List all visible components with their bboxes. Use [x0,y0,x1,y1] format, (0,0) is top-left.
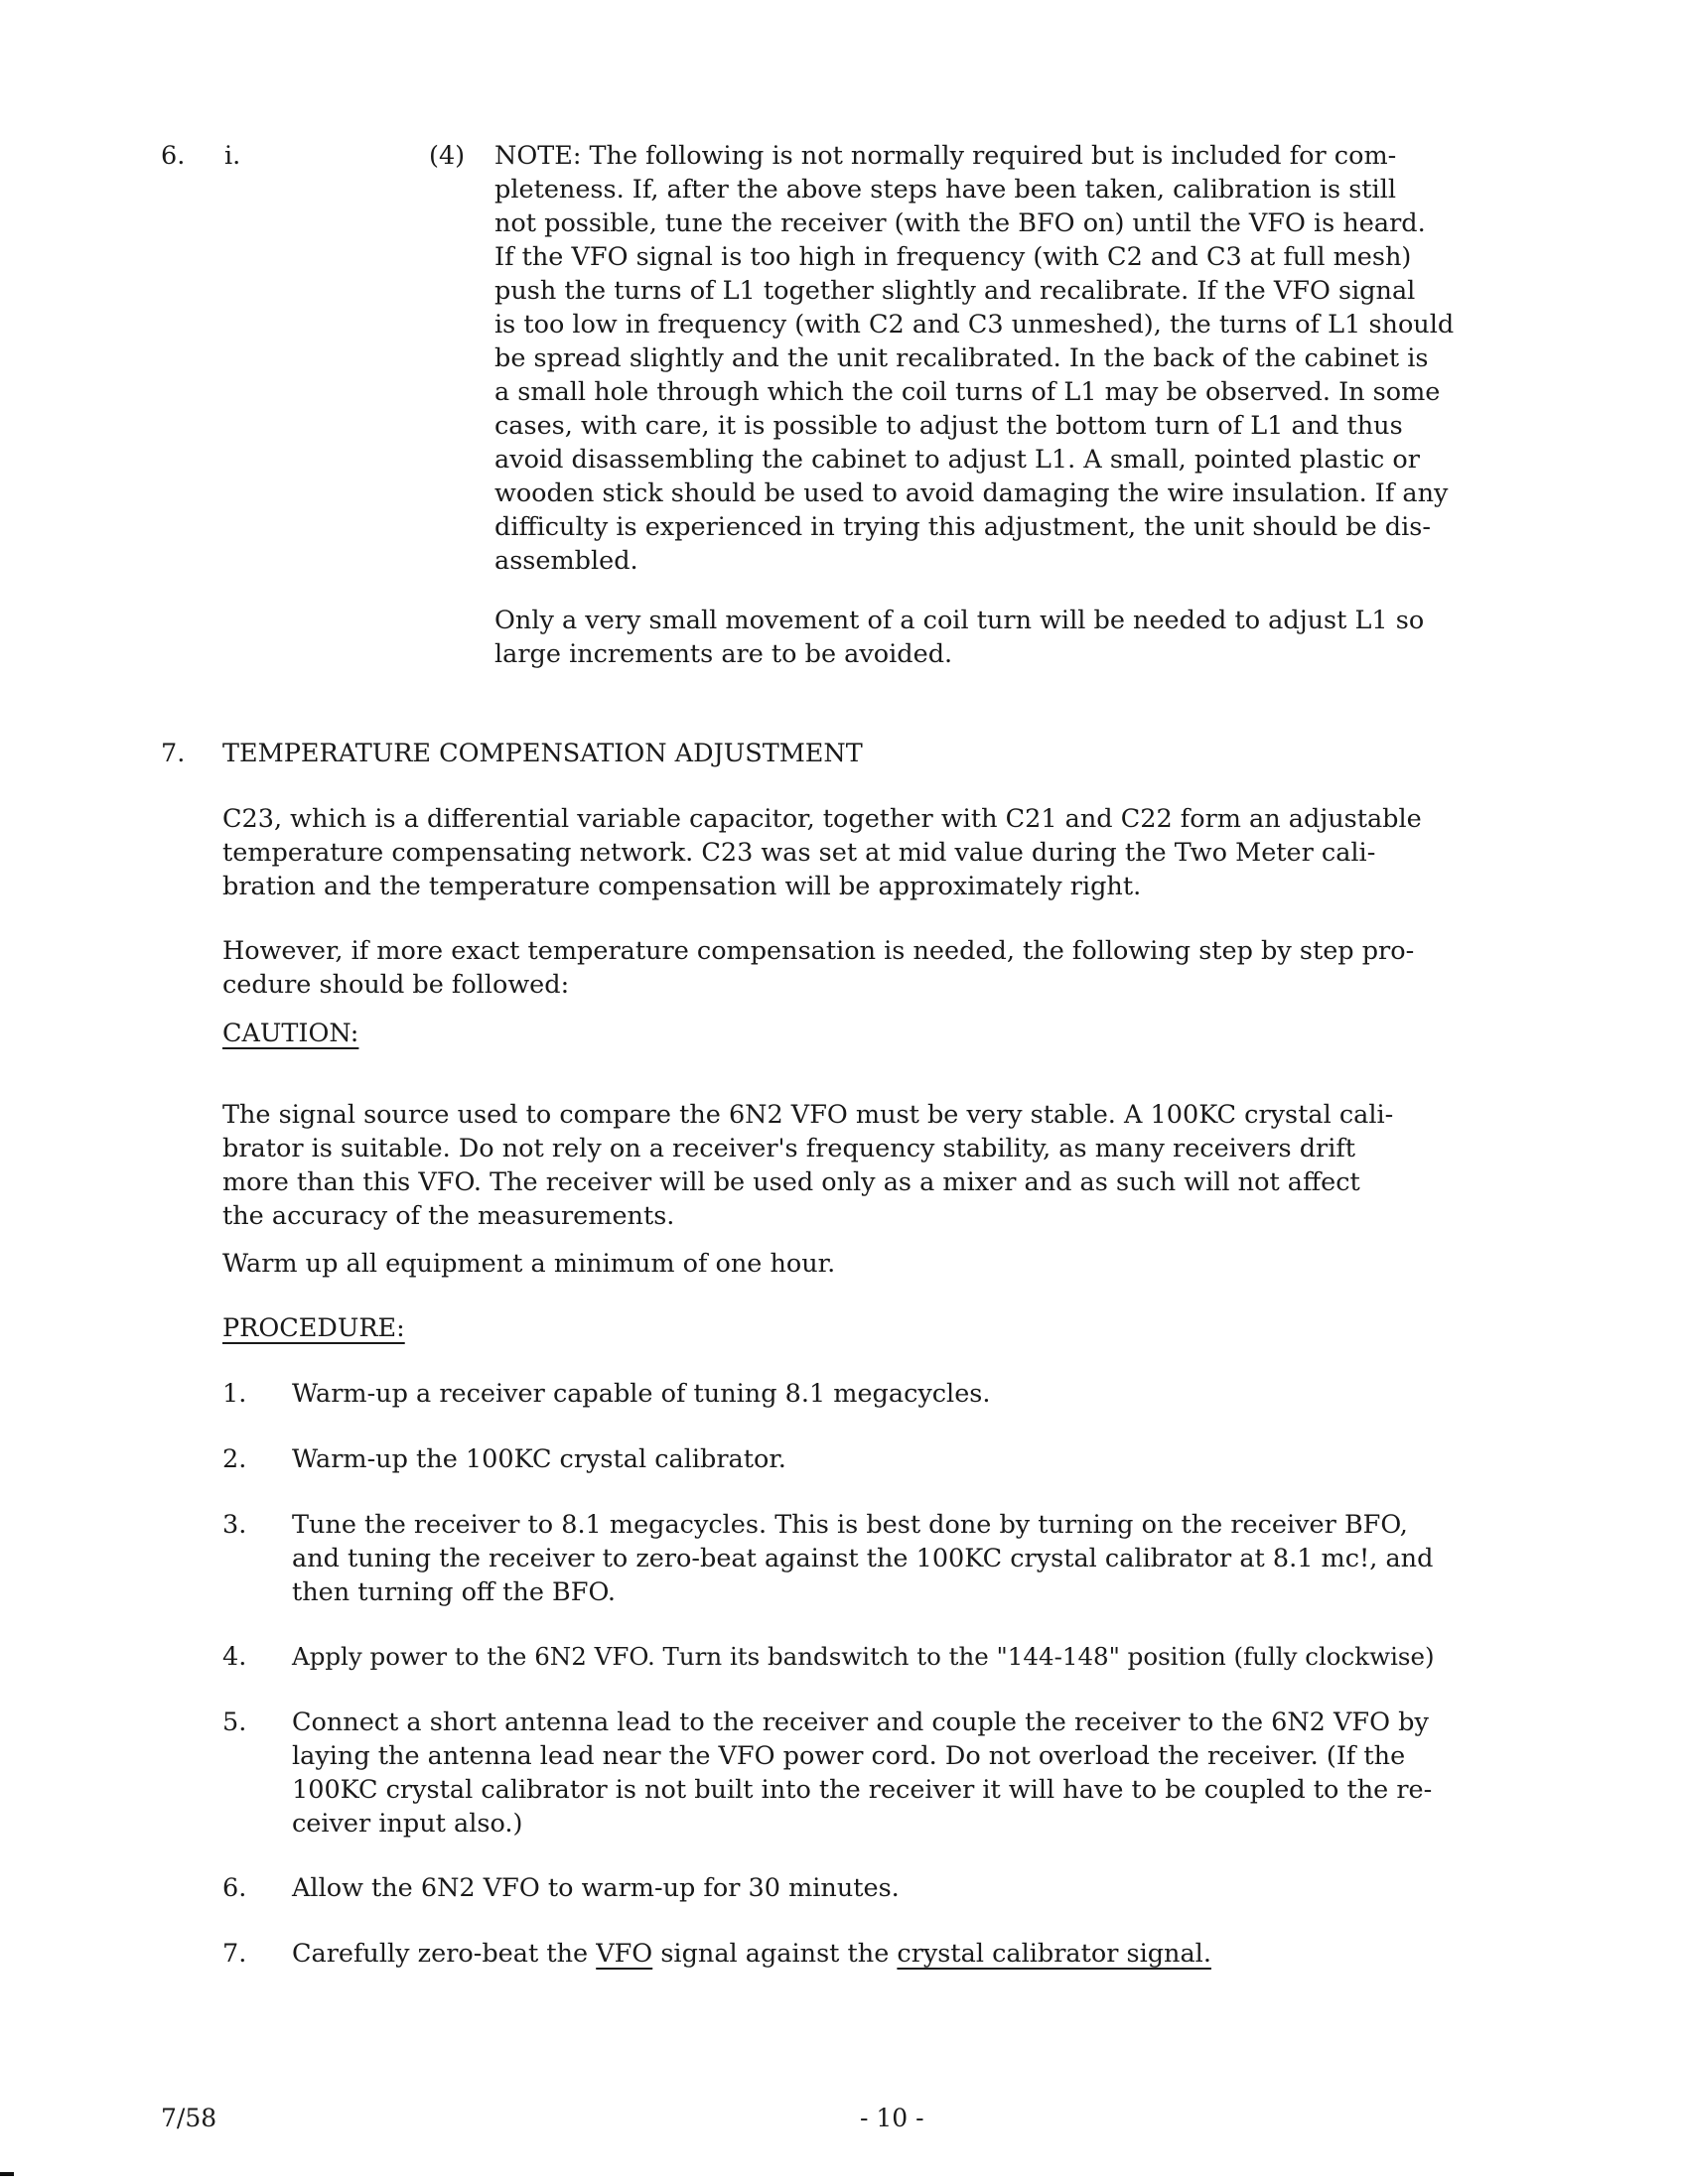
caution-line: The signal source used to compare the 6N2 VFO must be very stable. A 100KC crystal cali- [222,1100,1394,1130]
note-line: be spread slightly and the unit recalibrated. In the back of the cabinet is [494,343,1429,373]
step-line: 100KC crystal calibrator is not built into the receiver it will have to be coupled to the re- [292,1775,1433,1805]
step-number: 1. [222,1379,247,1409]
note-line: NOTE: The following is not normally required but is included for com- [494,141,1397,171]
step-line: Tune the receiver to 8.1 megacycles. This is best done by turning on the receiver BFO, [292,1510,1408,1540]
note-line: assembled. [494,546,638,576]
caution-line: more than this VFO. The receiver will be used only as a mixer and as such will not affect [222,1167,1360,1197]
step-line: then turning off the BFO. [292,1577,616,1607]
scan-edge-mark [0,2172,14,2176]
note-line: If the VFO signal is too high in frequency (with C2 and C3 at full mesh) [494,242,1412,272]
step-number: 7. [222,1939,247,1969]
step-number: (4) [429,141,466,171]
section-7-number: 7. [161,739,186,768]
section-7-title: TEMPERATURE COMPENSATION ADJUSTMENT [222,739,863,768]
note-line: difficulty is experienced in trying this adjustment, the unit should be dis- [494,512,1431,542]
note-line: is too low in frequency (with C2 and C3 unmeshed), the turns of L1 should [494,310,1455,340]
note-line: cases, with care, it is possible to adjust the bottom turn of L1 and thus [494,411,1403,441]
note-line: wooden stick should be used to avoid damaging the wire insulation. If any [494,478,1449,508]
caution-line: brator is suitable. Do not rely on a receiver's frequency stability, as many receivers drift [222,1134,1356,1163]
step-line: and tuning the receiver to zero-beat against the 100KC crystal calibrator at 8.1 mc!, and [292,1544,1434,1573]
step-line: Apply power to the 6N2 VFO. Turn its bandswitch to the "144-148" position (fully clockwise) [292,1642,1435,1671]
note-line: avoid disassembling the cabinet to adjust L1. A small, pointed plastic or [494,445,1420,475]
step-number: 6. [222,1873,247,1903]
step-line [292,1937,1211,1971]
para-line: cedure should be followed: [222,970,570,1000]
step-line: Warm-up the 100KC crystal calibrator. [292,1444,786,1474]
step-line: ceiver input also.) [292,1809,523,1839]
caution-heading: CAUTION: [222,1019,359,1048]
step-number: 3. [222,1510,247,1540]
step-line: Warm-up a receiver capable of tuning 8.1 megacycles. [292,1379,991,1409]
section-number: 6. [161,141,186,171]
note-line: push the turns of L1 together slightly and recalibrate. If the VFO signal [494,276,1416,306]
caution-paragraph [222,1098,1393,1233]
footer-page-number: - 10 - [860,2104,924,2132]
para-line: However, if more exact temperature compensation is needed, the following step by step pro- [222,936,1415,966]
procedure-heading: PROCEDURE: [222,1313,405,1343]
footer-date: 7/58 [161,2104,217,2132]
step-line: laying the antenna lead near the VFO power cord. Do not overload the receiver. (If the [292,1741,1406,1771]
note-paragraph [494,139,1454,578]
note-line: pleteness. If, after the above steps have been taken, calibration is still [494,175,1397,205]
note-line: not possible, tune the receiver (with the BFO on) until the VFO is heard. [494,208,1426,238]
para-line: bration and the temperature compensation will be approximately right. [222,872,1142,901]
step-number: 2. [222,1444,247,1474]
step-7-vfo: VFO [596,1939,653,1969]
step-7-mid: signal against the [652,1939,898,1969]
step-line: Connect a short antenna lead to the receiver and couple the receiver to the 6N2 VFO by [292,1707,1429,1737]
caution-line: the accuracy of the measurements. [222,1201,675,1231]
subsection-letter: i. [224,141,241,171]
movement-paragraph [494,604,1424,671]
step-7-prefix: Carefully zero-beat the [292,1939,597,1969]
note-line: a small hole through which the coil turns of L1 may be observed. In some [494,377,1441,407]
movement-line: Only a very small movement of a coil turn will be needed to adjust L1 so [494,606,1425,635]
para-line: temperature compensating network. C23 was set at mid value during the Two Meter cali- [222,838,1376,868]
warmup-note: Warm up all equipment a minimum of one hour. [222,1249,836,1279]
movement-line: large increments are to be avoided. [494,639,953,669]
section-7-paragraph-2 [222,934,1414,1002]
section-7-paragraph-1 [222,802,1422,903]
step-number: 4. [222,1642,247,1672]
step-number: 5. [222,1707,247,1737]
step-7-calibrator: crystal calibrator signal. [897,1939,1211,1969]
step-line: Allow the 6N2 VFO to warm-up for 30 minutes. [292,1873,900,1903]
para-line: C23, which is a differential variable capacitor, together with C21 and C22 form an adjustable [222,804,1422,834]
